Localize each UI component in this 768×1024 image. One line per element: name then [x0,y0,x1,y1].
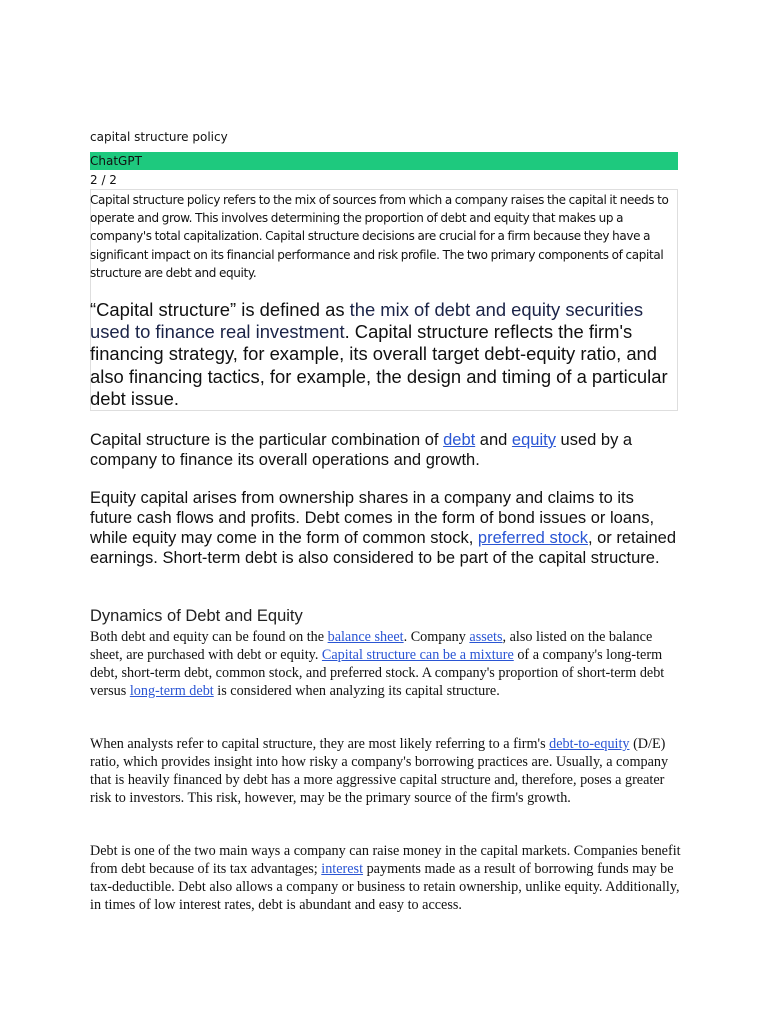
text: payments made as a result of borrowing funds may be tax-deductible. Debt also allows a company or business to retain ownership, unlike equity. Additionally, in times of low interest rates, debt is abundant and easy to access. [90,861,680,913]
link-assets[interactable]: assets [469,629,503,645]
text: , also listed on the balance sheet, are purchased with debt or equity. [90,629,653,663]
link-debt-to-equity[interactable]: debt-to-equity [549,736,630,752]
link-equity[interactable]: equity [511,431,556,449]
link-long-term-debt[interactable]: long-term debt [129,683,214,699]
link-interest[interactable]: interest [321,861,364,877]
quote-text-1: “Capital structure” is defined as [90,299,350,320]
quote-highlight: the mix of debt and equity securities used to finance real investment [90,299,644,343]
chat-source-label: ChatGPT [90,152,678,170]
paragraph-debt-advantages [90,842,682,914]
text: of a company's long-term debt, short-term debt, common stock, and preferred stock. A company's proportion of short-term debt versus [90,647,665,699]
text: is considered when analyzing its capital structure. [213,683,500,699]
paragraph-definition [90,430,680,470]
link-debt[interactable]: debt [443,431,476,449]
text: (D/E) ratio, which provides insight into how risky a company's borrowing practices are. Usually, a company that is heavily financed by debt has a more aggressive capital structure and, therefore, poses a greater risk to investors. This risk, however, may be the primary source of the firm's growth. [90,736,669,806]
text: When analysts refer to capital structure, they are most likely referring to a firm's [90,736,550,752]
text: Both debt and equity can be found on the [90,629,328,645]
text: Equity capital arises from ownership shares in a company and claims to its future cash flows and profits. Debt comes in the form of bond issues or loans, while equity may come in the form of common stock, [90,489,655,547]
response-pager[interactable]: 2 / 2 [90,173,117,187]
quote-text-2: . Capital structure reflects the firm's financing strategy, for example, its overall target debt-equity ratio, and also financing tactics, for example, the design and timing of a particular debt issue. [90,321,668,409]
link-preferred-stock[interactable]: preferred stock [477,529,588,547]
page-title: capital structure policy [90,130,228,144]
answer-text: Capital structure policy refers to the mix of sources from which a company raises the capital it needs to operate and grow. This involves determining the proportion of debt and equity that makes up a company's total capitalization. Capital structure decisions are crucial for a firm because they have a significant impact on its financial performance and risk profile. The two primary components of capital structure are debt and equity. [90,193,669,280]
text: Debt is one of the two main ways a company can raise money in the capital markets. Companies benefit from debt because of its tax advantages; [90,843,681,877]
text: Capital structure is the particular combination of [90,431,444,449]
paragraph-equity-capital [90,488,680,568]
capital-structure-quote [90,299,680,410]
text: . Company [403,629,470,645]
link-balance-sheet[interactable]: balance sheet [327,629,404,645]
text: and [475,431,512,449]
section-heading: Dynamics of Debt and Equity [90,607,303,625]
text: used by a company to finance its overall operations and growth. [90,431,633,469]
paragraph-balance-sheet [90,628,682,700]
text: , or retained earnings. Short-term debt is also considered to be part of the capital structure. [90,529,677,567]
link-capital-structure-mixture[interactable]: Capital structure can be a mixture [321,647,514,663]
paragraph-debt-to-equity [90,735,682,807]
